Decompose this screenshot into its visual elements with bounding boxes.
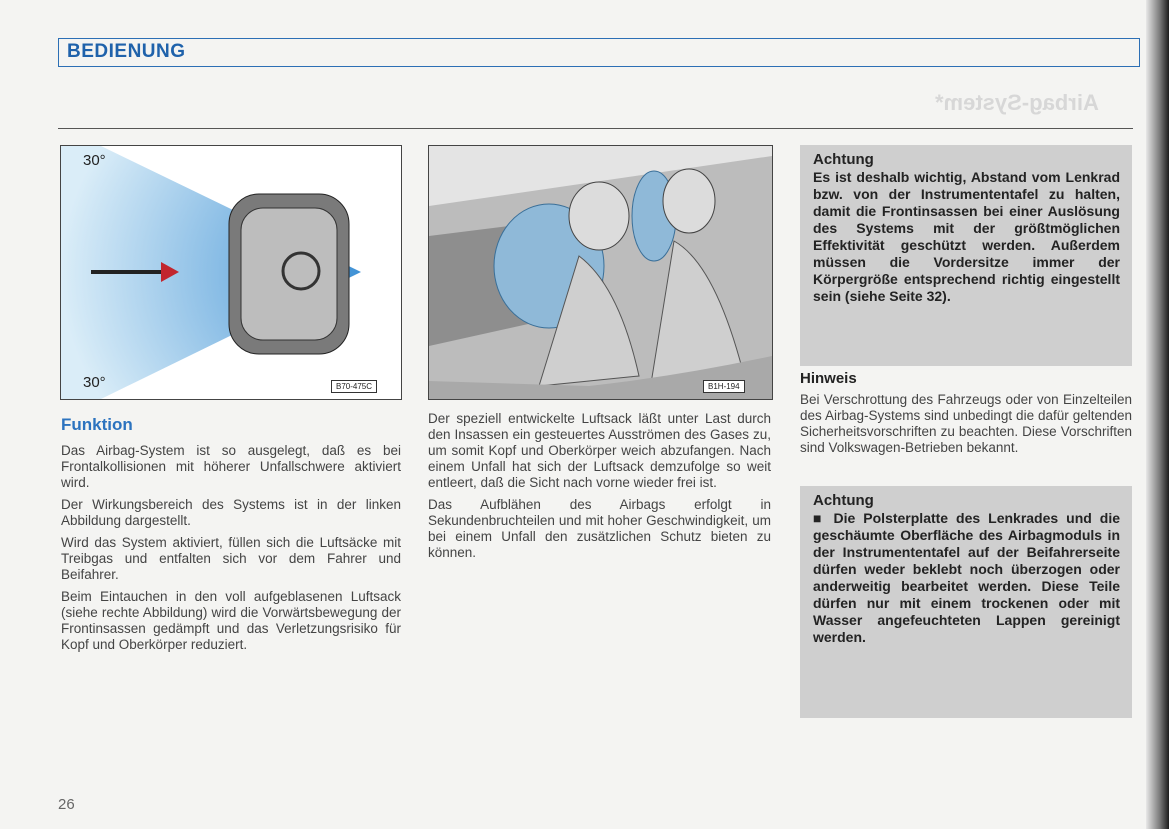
angle-bottom-label: 30° xyxy=(83,374,106,391)
page-edge-shadow xyxy=(1146,0,1169,829)
hint-title: Hinweis xyxy=(800,370,857,387)
middle-column-text xyxy=(428,411,771,567)
warning-text: Es ist deshalb wichtig, Abstand vom Lenkrad bzw. von der Instrumententafel zu halten, damit die Frontinsassen bei einer Auslösung des Systems mit der größtmöglichen Effektivität geschützt werden. Außerdem müssen die Vordersitze immer der Körpergröße entsprechend richtig eingestellt sein (siehe Seite 32). xyxy=(813,169,1120,304)
header-box xyxy=(58,38,1140,67)
crash-dummy-icon xyxy=(429,146,772,399)
warning-text xyxy=(813,510,1120,646)
hint-text: Bei Verschrottung des Fahrzeugs oder von Einzelteilen des Airbag-Systems sind unbedingt die dafür geltenden Sicherheitsvorschriften zu beachten. Diese Vorschriften sind Volkswagen-Betrieben bekannt. xyxy=(800,392,1132,455)
coverage-diagram-icon xyxy=(61,146,401,399)
warning-title: Achtung xyxy=(813,151,874,168)
paragraph: Wird das System aktiviert, füllen sich die Luftsäcke mit Treibgas und entfalten sich vor dem Fahrer und Beifahrer. xyxy=(61,535,401,582)
page-number: 26 xyxy=(58,796,75,813)
warning-box xyxy=(800,145,1132,366)
paragraph: Beim Eintauchen in den voll aufgeblasenen Luftsack (siehe rechte Abbildung) wird die Vorwärtsbewegung der Frontinsassen gedämpft und das Verletzungsrisiko für Kopf und Oberkörper reduziert. xyxy=(61,589,401,652)
left-column-text xyxy=(61,443,401,659)
section-title: BEDIENUNG xyxy=(67,41,186,62)
figure-code-label: B1H-194 xyxy=(703,380,745,393)
bleed-through-heading: Airbag-System* xyxy=(935,90,1099,115)
warning-box xyxy=(800,486,1132,718)
airbag-coverage-figure xyxy=(60,145,402,400)
angle-top-label: 30° xyxy=(83,152,106,169)
warning-title: Achtung xyxy=(813,492,874,509)
paragraph: Das Airbag-System ist so ausgelegt, daß es bei Frontalkollisionen mit höherer Unfallschwere aktiviert wird. xyxy=(61,443,401,490)
bullet-icon: ■ xyxy=(813,510,826,526)
paragraph: Der Wirkungsbereich des Systems ist in der linken Abbildung dargestellt. xyxy=(61,497,401,528)
paragraph: Das Aufblähen des Airbags erfolgt in Sekundenbruchteilen und mit hoher Geschwindigkeit, um bei einem Unfall den zusätzlichen Schutz bieten zu können. xyxy=(428,497,771,560)
warning-text-content: Die Polsterplatte des Lenkrades und die geschäumte Oberfläche des Airbagmoduls in der Instrumententafel auf der Beifahrerseite dürfen weder beklebt noch überzogen oder anderweitig bearbeitet werden. Diese Teile dürfen nur mit einem trockenen oder mit Wasser angefeuchteten Lappen gereinigt werden. xyxy=(813,510,1121,645)
figure-code-label: B70-475C xyxy=(331,380,377,393)
dummy-airbag-figure xyxy=(428,145,773,400)
paragraph: Der speziell entwickelte Luftsack läßt unter Last durch den Insassen ein gesteuertes Ausströmen des Gases zu, um somit Kopf und Oberkörper weich abzufangen. Nach einem Unfall hat sich der Luftsack demzufolge so weit entleert, daß die Sicht nach vorne wieder frei ist. xyxy=(428,411,771,490)
function-heading: Funktion xyxy=(61,415,133,434)
header-rule xyxy=(58,128,1133,129)
